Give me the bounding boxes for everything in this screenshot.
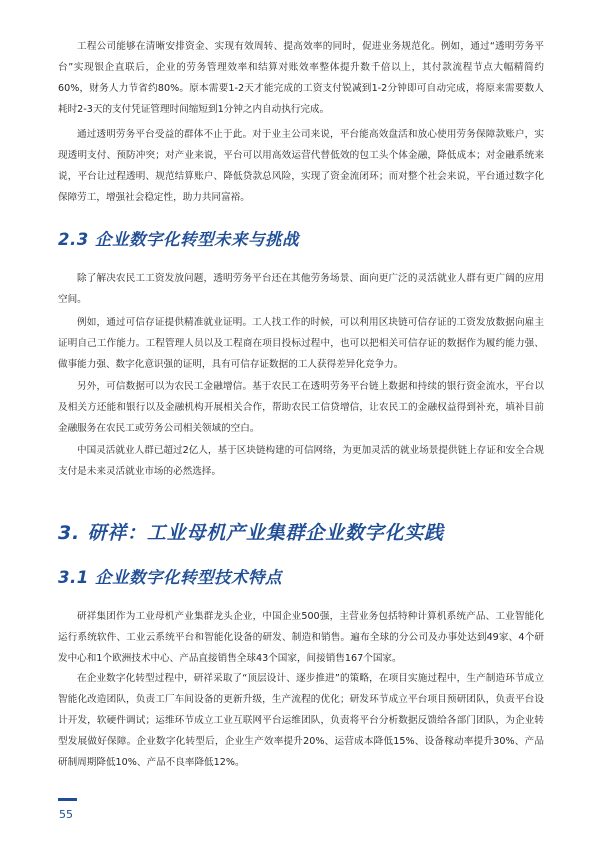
paragraph-evoc-intro: 研祥集团作为工业母机产业集群龙头企业，中国企业500强，主营业务包括特种计算机系统产品、工业智能化运行系统软件、工业云系统平台和智能化设备的研发、制造和销售。遍布全球的分公司及办事处达到49家、4个研发中心和1个欧洲技术中心、产品直接销售全球43个国家，间接销售167个国家。 [58,611,544,664]
paragraph-flexible-employment: 中国灵活就业人群已超过2亿人，基于区块链构建的可信网络，为更加灵活的就业场景提供链上存证和安全合规支付是未来灵活就业市场的必然选择。 [58,445,544,477]
paragraph-employment-proof: 例如，通过可信存证提供精准就业证明。工人找工作的时候，可以利用区块链可信存证的工资发放数据向雇主证明自己工作能力。工程管理人员以及工程商在项目投标过程中，也可以把相关可信存证的数据作为履约能力强、做事能力强、数字化意识强的证明，具有可信存证数据的工人获得差异化竞争力。 [58,317,544,370]
section-heading-3-1: 3.1 企业数字化转型技术特点 [58,568,282,587]
footer-accent-bar [58,798,77,801]
page-number: 55 [59,808,73,821]
paragraph-platform-beneficiaries: 通过透明劳务平台受益的群体不止于此。对于业主公司来说，平台能高效盘活和放心使用劳务保障款账户，实现透明支付、预防冲突；对产业来说，平台可以用高效运营代替低效的包工头个体金融，降低成本；对金融系统来说，平台让过程透明、规范结算账户、降低贷款总风险，实现了资金流闭环；而对整个社会来说，平台通过数字化保障劳工，增强社会稳定性，助力共同富裕。 [58,129,544,203]
section-heading-2-3: 2.3 企业数字化转型未来与挑战 [58,230,299,249]
paragraph-evoc-transformation: 在企业数字化转型过程中，研祥采取了“顶层设计、逐步推进”的策略，在项目实施过程中，生产制造环节成立智能化改造团队，负责工厂车间设备的更新升级，生产流程的优化；研发环节成立平台项目预研团队，负责平台设计开发，软硬件调试；运维环节成立工业互联网平台运维团队，负责将平台分析数据反馈给各部门团队，为企业转型发展做好保障。企业数字化转型后，企业生产效率提升20%、运营成本降低15%、设备稼动率提升30%、产品研制周期降低10%、产品不良率降低12%。 [58,673,544,768]
paragraph-platform-efficiency: 工程公司能够在清晰安排资金、实现有效周转、提高效率的同时，促进业务规范化。例如，通过“透明劳务平台”实现银企直联后，企业的劳务管理效率和结算对账效率整体提升数千倍以上，其付款流程节点大幅精简约60%，财务人力节省约80%。原本需要1-2天才能完成的工资支付锐减到1-2分钟即可自动完成，将原来需要数人耗时2-3天的支付凭证管理时间缩短到1分钟之内自动执行完成。 [58,41,545,115]
paragraph-credit-enhancement: 另外，可信数据可以为农民工金融增信。基于农民工在透明劳务平台链上数据和持续的银行资金流水，平台以及相关方还能和银行以及金融机构开展相关合作，帮助农民工信贷增信，让农民工的金融权益得到补充，填补目前金融服务在农民工或劳务公司相关领域的空白。 [58,381,544,434]
paragraph-broader-applications: 除了解决农民工工资发放问题，透明劳务平台还在其他劳务场景、面向更广泛的灵活就业人群有更广阔的应用空间。 [58,273,544,305]
chapter-heading-3: 3. 研祥：工业母机产业集群企业数字化实践 [58,522,444,544]
